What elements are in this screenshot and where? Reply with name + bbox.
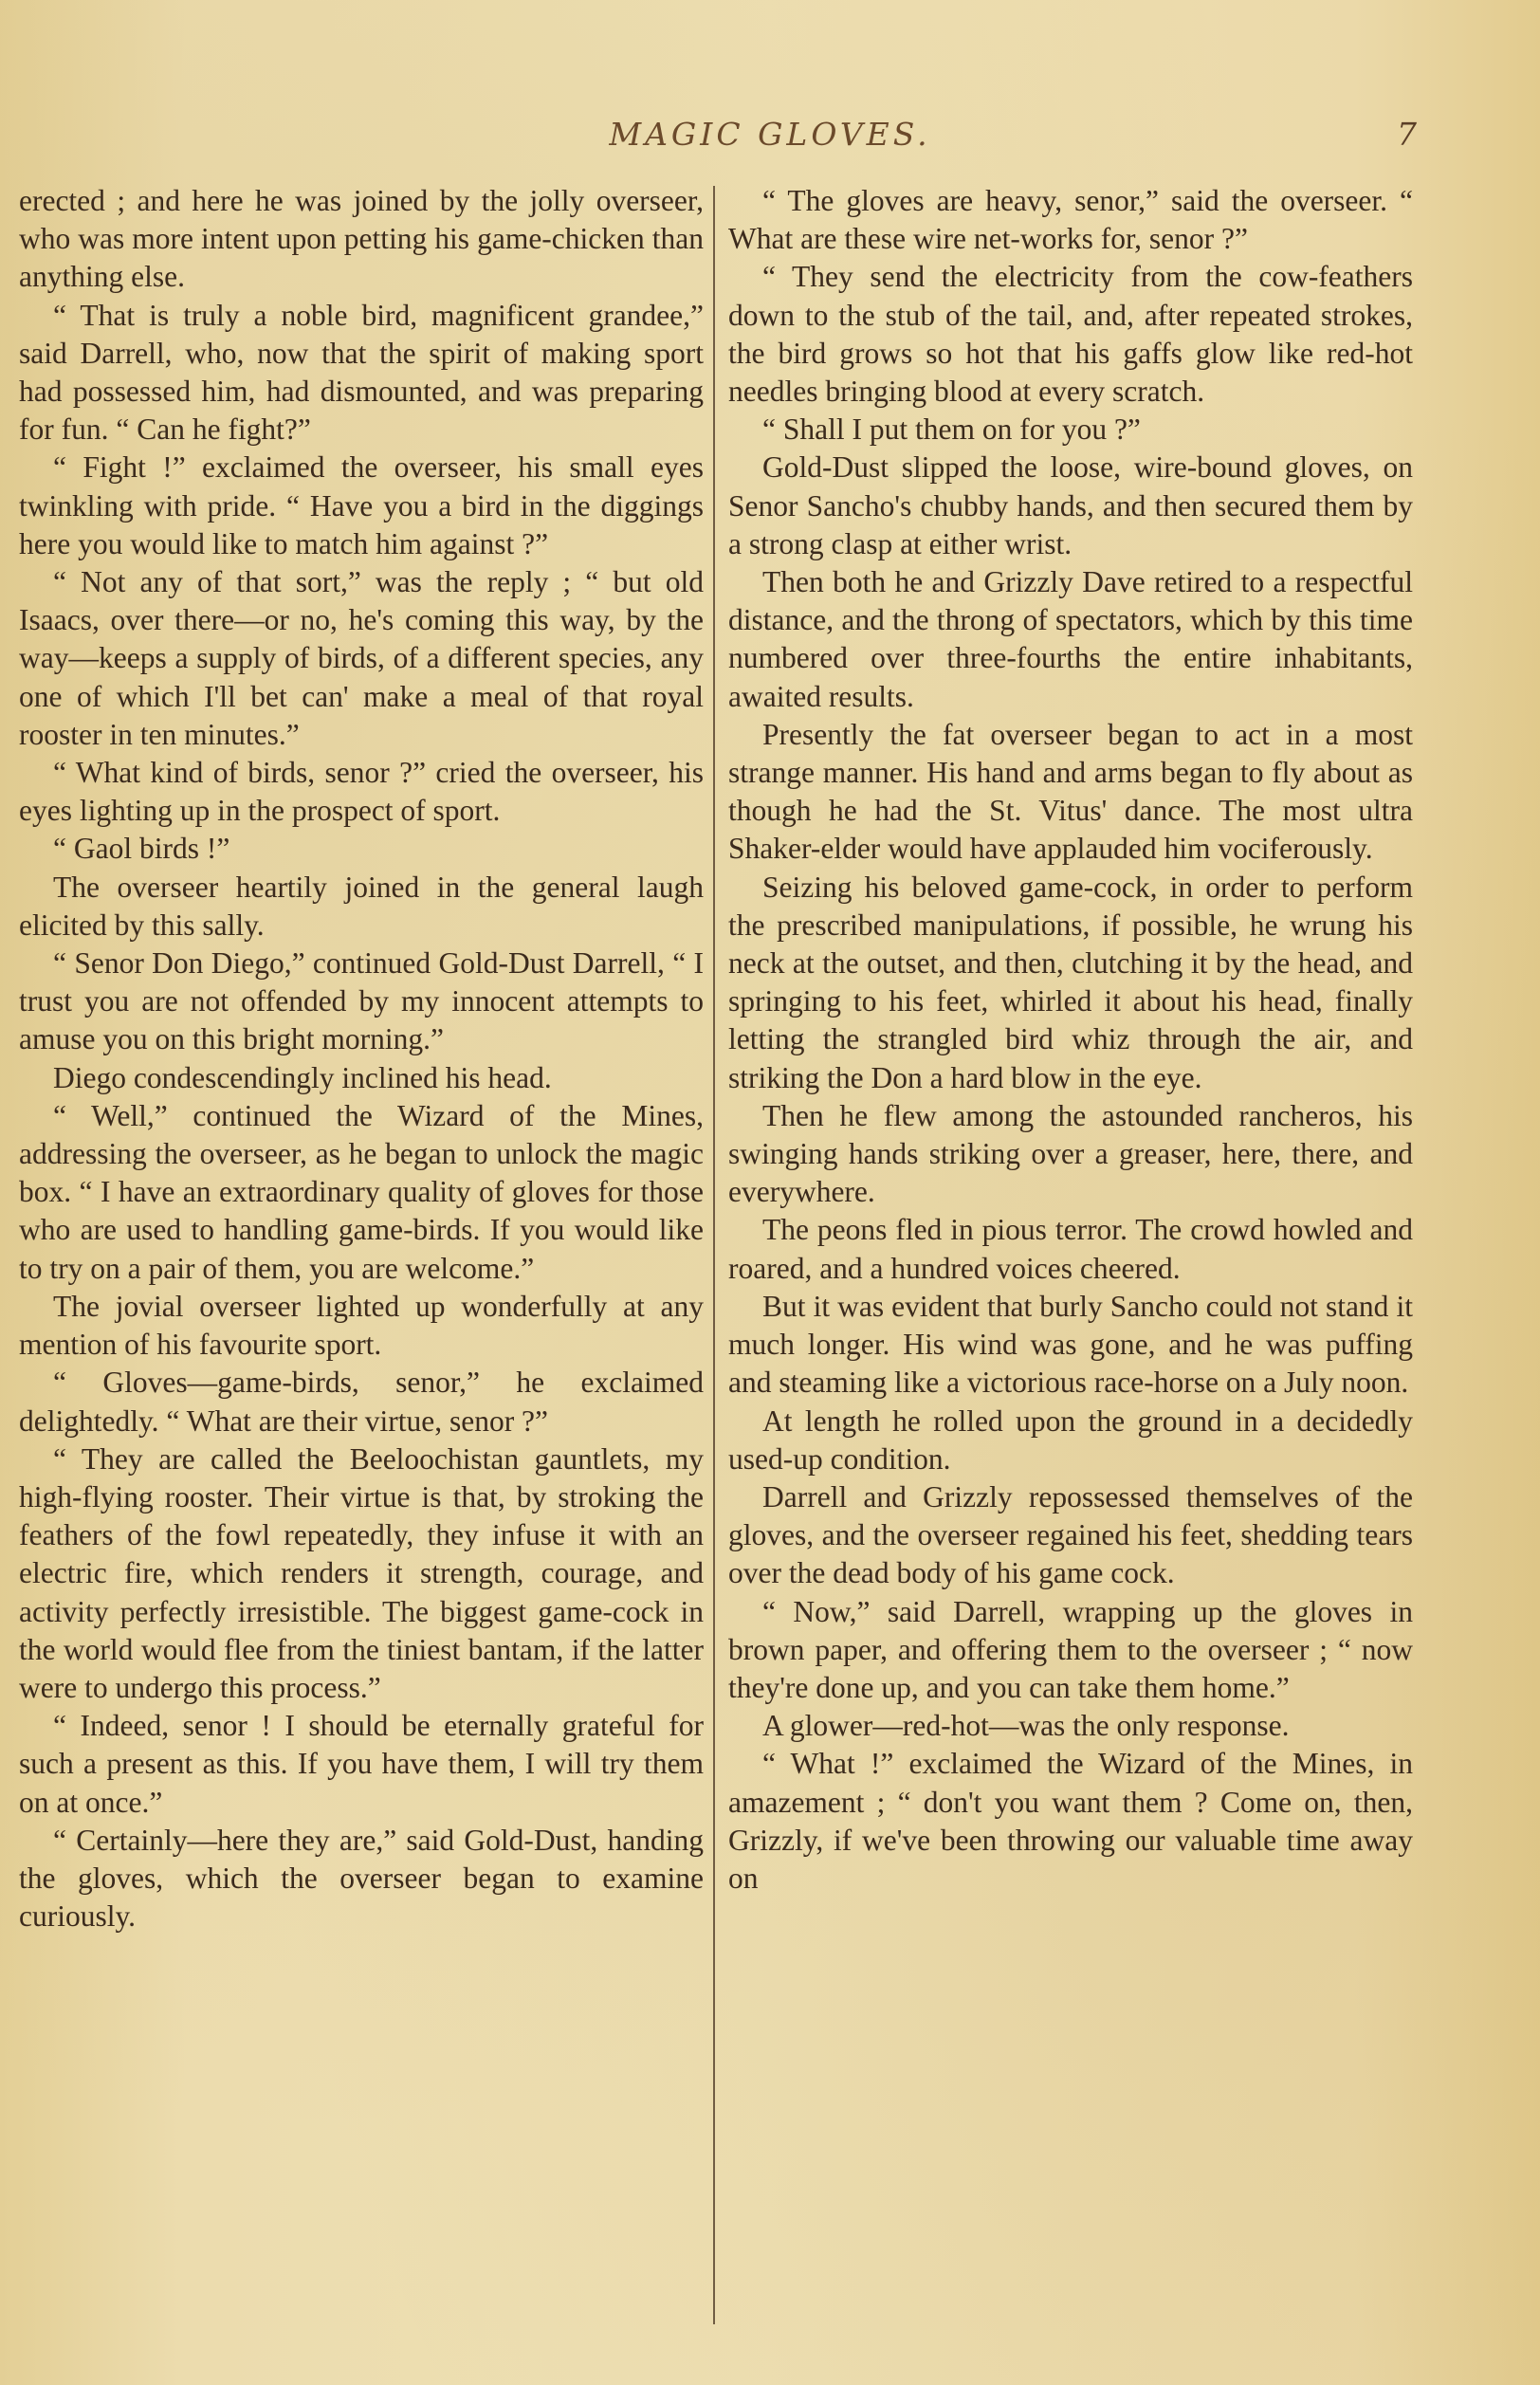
- paragraph: A glower—red-hot—was the only response.: [762, 1709, 1290, 1743]
- paragraph: Darrell and Grizzly repossessed themselves of the gloves, and the overseer regained his feet, shedding tears over the dead body of his game cock.: [728, 1479, 1413, 1590]
- paragraph: Then both he and Grizzly Dave retired to a respectful distance, and the throng of spectators, which by this time numbered over three-fourths the entire inhabitants, awaited results.: [728, 565, 1413, 713]
- paragraph: “ Now,” said Darrell, wrapping up the gloves in brown paper, and offering them to the overseer ; “ now they're done up, and you can take them home.”: [728, 1594, 1413, 1704]
- paragraph: At length he rolled upon the ground in a decidedly used-up condition.: [728, 1403, 1413, 1476]
- paragraph: “ Fight !” exclaimed the overseer, his small eyes twinkling with pride. “ Have you a bird in the diggings here you would like to match him against ?”: [19, 450, 704, 560]
- paragraph: But it was evident that burly Sancho could not stand it much longer. His wind was gone, and he was puffing and steaming like a victorious race-horse on a July noon.: [728, 1289, 1413, 1400]
- paragraph: Gold-Dust slipped the loose, wire-bound gloves, on Senor Sancho's chubby hands, and then secured them by a strong clasp at either wrist.: [728, 450, 1413, 560]
- paragraph: Seizing his beloved game-cock, in order to perform the prescribed manipulations, if possible, he wrung his neck at the outset, and then, clutching it by the head, and springing to his feet, whirled it about his head, finally letting the strangled bird whiz through the air, and striking the Don a hard blow in the eye.: [728, 870, 1413, 1094]
- paragraph: “ Well,” continued the Wizard of the Mines, addressing the overseer, as he began to unlock the magic box. “ I have an extraordinary quality of gloves for those who are used to handling game-birds. If you would like to try on a pair of them, you are welcome.”: [19, 1098, 704, 1285]
- paragraph: “ Gloves—game-birds, senor,” he exclaimed delightedly. “ What are their virtue, senor ?”: [19, 1366, 704, 1438]
- running-head: [0, 112, 1540, 159]
- paragraph: “ Certainly—here they are,” said Gold-Dust, handing the gloves, which the overseer began to examine curiously.: [19, 1823, 704, 1934]
- paragraph: “ Indeed, senor ! I should be eternally grateful for such a present as this. If you have them, I will try them on at once.”: [19, 1709, 704, 1819]
- paragraph: “ Senor Don Diego,” continued Gold-Dust Darrell, “ I trust you are not offended by my innocent attempts to amuse you on this bright morning.”: [19, 946, 704, 1056]
- paragraph: “ That is truly a noble bird, magnificent grandee,” said Darrell, who, now that the spirit of making sport had possessed him, had dismounted, and was preparing for fun. “ Can he fight?”: [19, 298, 704, 447]
- paragraph: “ What !” exclaimed the Wizard of the Mines, in amazement ; “ don't you want them ? Come on, then, Grizzly, if we've been throwing our valuable time away on: [728, 1747, 1413, 1895]
- paragraph: Presently the fat overseer began to act in a most strange manner. His hand and arms began to fly about as though he had the St. Vitus' dance. The most ultra Shaker-elder would have applauded him vociferously.: [728, 717, 1413, 866]
- paragraph: “ The gloves are heavy, senor,” said the overseer. “ What are these wire net-works for, senor ?”: [728, 184, 1413, 256]
- page-number: 7: [1397, 116, 1417, 153]
- paragraph: “ What kind of birds, senor ?” cried the overseer, his eyes lighting up in the prospect of sport.: [19, 756, 704, 828]
- paragraph: “ Shall I put them on for you ?”: [762, 413, 1141, 447]
- paragraph: erected ; and here he was joined by the jolly overseer, who was more intent upon petting his game-chicken than anything else.: [19, 184, 704, 294]
- paragraph: The jovial overseer lighted up wonderfully at any mention of his favourite sport.: [19, 1289, 704, 1362]
- paragraph: “ Not any of that sort,” was the reply ; “ but old Isaacs, over there—or no, he's coming this way, by the way—keeps a supply of birds, of a different species, any one of which I'll bet can' make a meal of that royal rooster in ten minutes.”: [19, 565, 704, 751]
- paragraph: Then he flew among the astounded rancheros, his swinging hands striking over a greaser, here, there, and everywhere.: [728, 1098, 1413, 1209]
- paragraph: Diego condescendingly inclined his head.: [53, 1060, 552, 1094]
- left-column: [19, 182, 704, 2363]
- right-column: [728, 182, 1413, 2363]
- column-divider: [713, 186, 715, 2324]
- paragraph: “ Gaol birds !”: [53, 832, 230, 866]
- running-title: MAGIC GLOVES.: [609, 116, 931, 153]
- paragraph: The peons fled in pious terror. The crowd howled and roared, and a hundred voices cheered.: [728, 1213, 1413, 1285]
- paragraph: “ They send the electricity from the cow-feathers down to the stub of the tail, and, after repeated strokes, the bird grows so hot that his gaffs glow like red-hot needles bringing blood at every scratch.: [728, 260, 1413, 409]
- paragraph: The overseer heartily joined in the general laugh elicited by this sally.: [19, 870, 704, 942]
- paragraph: “ They are called the Beeloochistan gauntlets, my high-flying rooster. Their virtue is that, by stroking the feathers of the fowl repeatedly, they infuse it with an electric fire, which renders it strength, courage, and activity perfectly irresistible. The biggest game-cock in the world would flee from the tiniest bantam, if the latter were to undergo this process.”: [19, 1441, 704, 1704]
